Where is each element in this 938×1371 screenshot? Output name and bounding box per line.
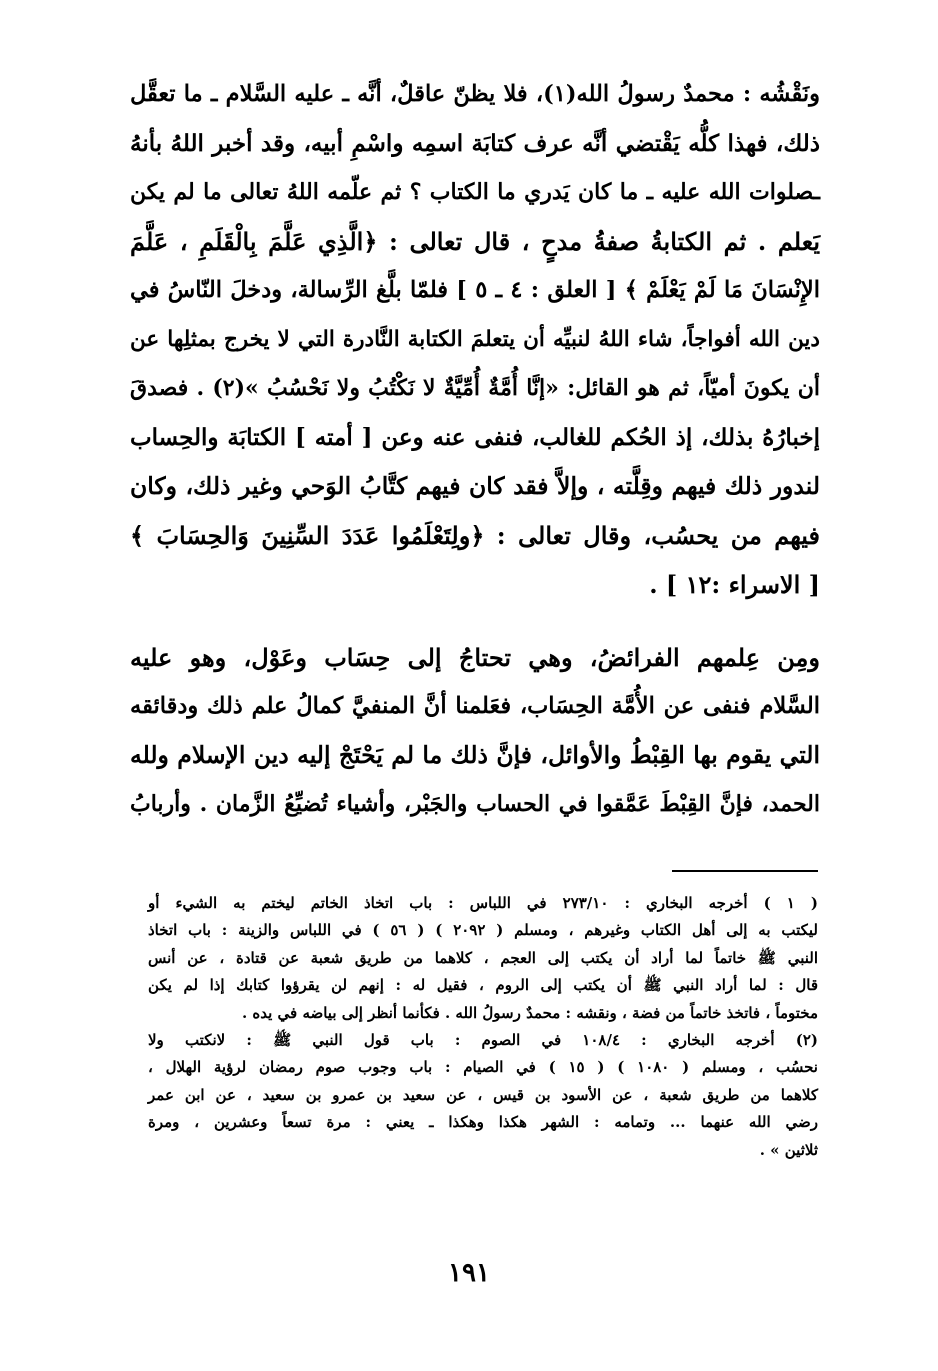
text-line: دين الله أفواجاً، شاء اللهُ لنبيِّه أن يتعلمَ الكتابة النَّادرة التي لا يخرج بمثلِها عن <box>130 327 820 352</box>
text-line: يَعلم . ثم الكتابةُ صفةُ مدحٍ ، قال تعالى : ﴿الَّذِي عَلَّمَ بِالْقَلَمِ ، عَلَّمَ <box>130 227 820 256</box>
text-line: الحمد، فإنَّ القِبْطَ عَمَّقوا في الحساب والجَبْر، وأشياء تُضيِّعُ الزَّمان . وأربابُ <box>130 791 820 817</box>
page-number: ١٩١ <box>448 1258 490 1288</box>
paragraph-gap <box>130 609 820 633</box>
footnotes <box>148 890 818 1164</box>
text-line: لندور ذلك فيهم وقِلَّته ، وإلاَّ فقد كان فيهم كتَّابُ الوَحي وغير ذلك، وكان <box>130 472 820 500</box>
text-line: ذلك، فهذا كلُّه يَقْتضي أنَّه عرف كتابَة اسمِه واسْمِ أبيه، وقد أخبر اللهُ بأنهُ <box>130 130 820 157</box>
text-line: [ الاسراء :١٢ ] . <box>649 570 820 599</box>
text-line: التي يقوم بها القِبْطُ والأوائل، فإنَّ ذلك ما لم يَحْتَجْ إليه دين الإسلام ولله <box>130 741 820 769</box>
footnote-line: (٢) أخرجه البخاري : ١٠٨/٤ في الصوم : باب قول النبي ﷺ : لانكتب ولا <box>148 1030 818 1049</box>
text-line: أن يكونَ أميّاً، ثم هو القائل: «إنَّا أُمَّةٌ أُمِّيَّةٌ لا نَكْتُبُ ولا نَحْسُبُ »(٢) . فصدقَ <box>130 375 820 401</box>
main-text <box>130 70 820 829</box>
footnote-line: النبي ﷺ خاتماً لما أراد أن يكتب إلى العجم ، كلاهما من طريق شعبة عن قتادة ، عن أنس <box>148 948 818 967</box>
text-line: ومِن عِلمهم الفرائضُ، وهي تحتاجُ إلى حِسَاب وعَوْل، وهو عليه <box>130 643 820 672</box>
footnote-line: ثلاثين » . <box>759 1140 818 1159</box>
text-line: السَّلام فنفى عن الأُمَّة الحِسَاب، فعَلمنا أنَّ المنفيَّ كمالُ علم ذلك ودقائقه <box>130 693 820 719</box>
footnote-line: قال : لما أراد النبي ﷺ أن يكتب إلى الروم ، فقيل له : إنهم لن يقرؤوا كتابك إذا لم يكن <box>148 976 818 995</box>
footnote-line: نحسُب ، ومسلم ( ١٠٨٠ ) ( ١٥ ) في الصيام : باب وجوب صوم رمضان لرؤية الهلال ، <box>148 1058 818 1077</box>
text-line: فيهم من يحسُب، وقال تعالى : ﴿ولِتَعْلَمُوا عَدَدَ السِّنِينَ وَالحِسَابَ ﴾ <box>130 521 820 550</box>
footnote-line: كلاهما من طريق شعبة ، عن الأسود بن قيس ، عن سعيد بن عمرو بن سعيد ، عن ابن عمر <box>148 1085 818 1104</box>
text-line: ونَقْشُه : محمدٌ رسولُ الله(١)، فلا يظنّ عاقلٌ، أنَّه ـ عليه السَّلام ـ ما تعقَّل <box>130 81 820 107</box>
text-line: الإِنْسَانَ مَا لَمْ يَعْلَمْ ﴾ [ العلق : ٤ ـ ٥ ] فلمّا بلَّغ الرِّسالة، ودخلَ النّاسُ في <box>130 277 820 303</box>
footnote-line: رضي الله عنهما ... وتمامه : الشهر هكذا وهكذا ـ يعني : مرة تسعاً وعشرين ، ومرة <box>148 1113 818 1132</box>
footnote-line: ليكتب به إلى أهل الكتاب وغيرهم ، ومسلم ( ٢٠٩٢ ) ( ٥٦ ) في اللباس والزينة : باب اتخاذ <box>148 921 818 940</box>
footnote-line: ( ١ ) أخرجه البخاري : ٢٧٣/١٠ في اللباس : باب اتخاذ الخاتم ليختم به الشيء أو <box>148 894 818 912</box>
footnote-line: مختوماً ، فاتخذ خاتماً من فضة ، ونقشه : محمدٌ رسولُ الله . فكأنما أنظر إلى بياضه في يده . <box>241 1003 818 1022</box>
text-line: إخبارُهُ بذلك، إذ الحُكم للغالب، فنفى عنه وعن [ أمته ] الكتابَة والحِساب <box>130 424 820 451</box>
text-line: ـصلوات الله عليه ـ ما كان يَدري ما الكتاب ؟ ثم علّمه اللهُ تعالى ما لم يكن <box>130 179 820 205</box>
footnote-separator <box>672 870 818 872</box>
